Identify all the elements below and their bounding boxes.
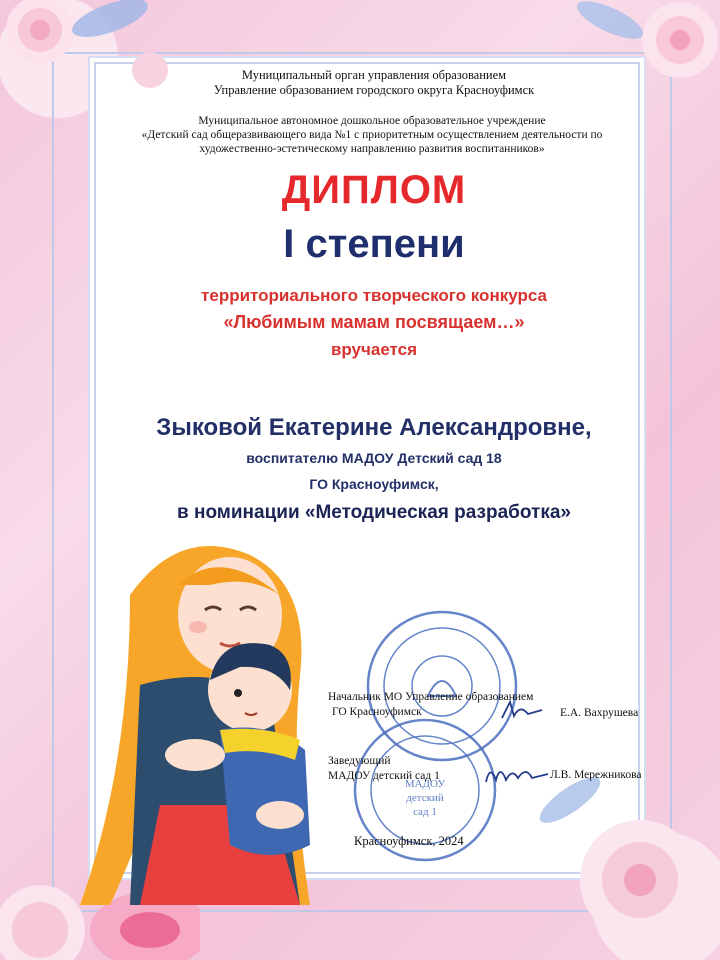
signatory-2-name: Л.В. Мережникова	[550, 769, 642, 781]
nomination: в номинации «Методическая разработка»	[177, 502, 571, 523]
recipient-position-line-1: воспитателю МАДОУ Детский сад 18	[246, 450, 502, 466]
institution-line-2: «Детский сад общеразвивающего вида №1 с приоритетным осуществлением деятельности по	[141, 129, 603, 141]
signature-1-handwritten	[498, 696, 548, 726]
signatory-1-title-line-2: ГО Красноуфимск	[332, 706, 422, 718]
diploma-title: ДИПЛОМ	[281, 168, 467, 212]
institution-line-1: Муниципальное автономное дошкольное образовательное учреждение	[198, 115, 546, 127]
signatory-1-name: Е.А. Вахрушева	[560, 707, 639, 719]
svg-text:сад 1: сад 1	[413, 806, 437, 818]
signatory-1-title-line-1: Начальник МО Управление образованием	[328, 691, 534, 703]
contest-line-2: «Любимым мамам посвящаем…»	[223, 312, 525, 332]
signatory-2-title-line-2: МАДОУ детский сад 1	[328, 770, 440, 782]
institution-header	[92, 114, 652, 156]
mother-and-child-illustration	[70, 515, 360, 915]
signatory-2-title	[328, 754, 440, 784]
awarded-label: вручается	[330, 340, 418, 359]
signature-2-handwritten	[482, 758, 552, 790]
bottom-right-flowers-decoration	[530, 760, 720, 960]
authority-line-2: Управление образованием городского округа Красноуфимск	[213, 83, 535, 97]
institution-line-3: художественно-эстетическому направлению развития воспитанников»	[199, 143, 545, 155]
place-and-date: Красноуфимск, 2024	[354, 834, 464, 848]
svg-text:МАДОУ: МАДОУ	[404, 778, 446, 790]
authority-line-1: Муниципальный орган управления образованием	[241, 68, 507, 82]
recipient-position-line-2: ГО Красноуфимск,	[309, 476, 439, 492]
svg-text:детский: детский	[406, 792, 444, 804]
recipient-name: Зыковой Екатерине Александровне,	[156, 414, 592, 441]
signatory-2-title-line-1: Заведующий	[328, 755, 391, 767]
issuing-authority-header	[94, 68, 654, 98]
contest-line-1: территориального творческого конкурса	[201, 286, 547, 305]
diploma-degree: I степени	[283, 222, 465, 266]
